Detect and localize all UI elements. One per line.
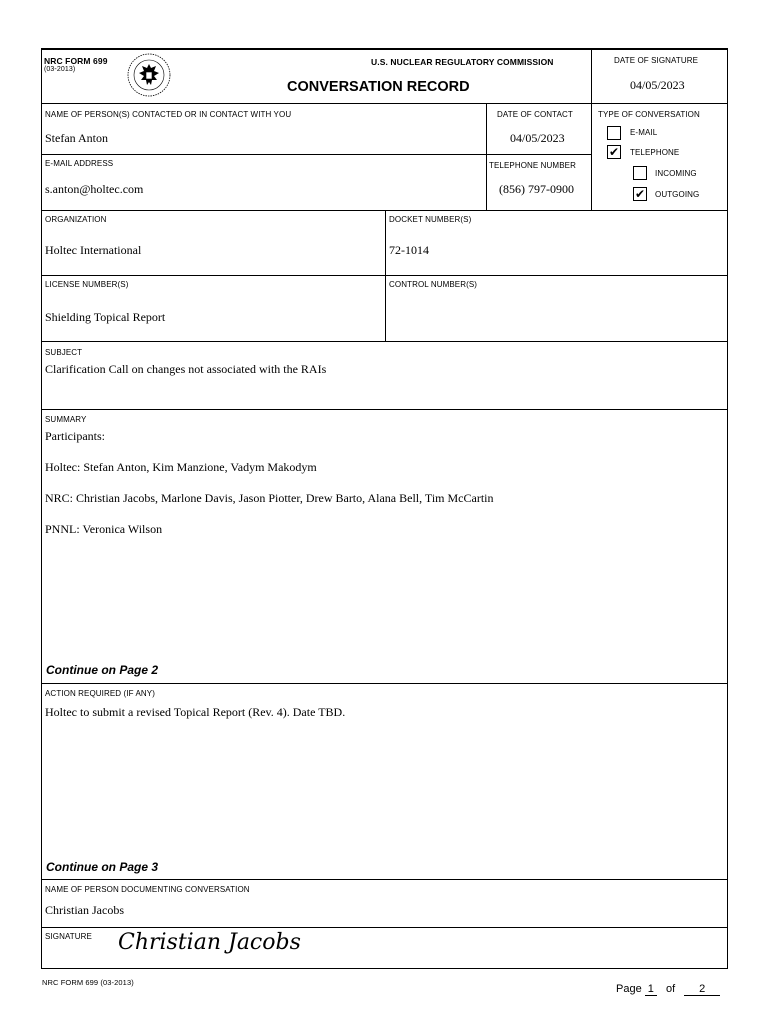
footer-form-id: NRC FORM 699 (03-2013) (42, 978, 134, 987)
email-value: s.anton@holtec.com (45, 182, 144, 196)
rule-license (41, 341, 728, 342)
rule-action (41, 879, 728, 880)
action-label: ACTION REQUIRED (IF ANY) (45, 689, 155, 698)
page-label: Page (616, 983, 642, 995)
docket-value: 72-1014 (389, 243, 429, 257)
summary-label: SUMMARY (45, 415, 87, 424)
page-total: 2 (684, 983, 720, 996)
conversation-type-label: TYPE OF CONVERSATION (598, 110, 700, 119)
email-option-label: E-MAIL (630, 128, 658, 137)
summary-line: NRC: Christian Jacobs, Marlone Davis, Jason Piotter, Drew Barto, Alana Bell, Tim McCartin (45, 491, 494, 505)
organization-label: ORGANIZATION (45, 215, 107, 224)
summary-line: Participants: (45, 429, 105, 443)
documenter-value: Christian Jacobs (45, 903, 124, 917)
control-label: CONTROL NUMBER(S) (389, 280, 478, 289)
outgoing-option-label: OUTGOING (655, 190, 700, 199)
telephone-label: TELEPHONE NUMBER (489, 161, 576, 170)
rule-org (41, 275, 728, 276)
incoming-checkbox[interactable] (633, 166, 647, 180)
date-of-contact-label: DATE OF CONTACT (497, 110, 573, 119)
form-id: NRC FORM 699 (44, 56, 108, 66)
nrc-seal-icon (126, 52, 172, 98)
telephone-value: (856) 797-0900 (499, 182, 574, 196)
email-checkbox[interactable] (607, 126, 621, 140)
subject-label: SUBJECT (45, 348, 83, 357)
rule-documenter (41, 927, 728, 928)
form-title: CONVERSATION RECORD (287, 79, 470, 95)
summary-continue-link[interactable]: Continue on Page 2 (46, 663, 159, 677)
subject-value: Clarification Call on changes not associated with the RAIs (45, 362, 327, 376)
rule-name (41, 154, 592, 155)
border-top (41, 48, 728, 50)
telephone-option-label: TELEPHONE (630, 148, 680, 157)
page-indicator (616, 983, 720, 996)
rule-subject (41, 409, 728, 410)
email-label: E-MAIL ADDRESS (45, 159, 114, 168)
border-right (727, 48, 728, 969)
summary-line: PNNL: Veronica Wilson (45, 522, 163, 536)
col-date-contact (486, 103, 487, 211)
border-bottom (41, 968, 728, 969)
border-left (41, 48, 42, 969)
signature-label: SIGNATURE (45, 932, 92, 941)
contact-name-value: Stefan Anton (45, 131, 108, 145)
organization-value: Holtec International (45, 243, 142, 257)
date-of-signature-label: DATE OF SIGNATURE (614, 56, 699, 65)
form-revision-date: (03-2013) (44, 66, 76, 73)
col-signature-date (591, 48, 592, 211)
date-of-contact-value: 04/05/2023 (510, 131, 565, 145)
docket-label: DOCKET NUMBER(S) (389, 215, 472, 224)
action-value: Holtec to submit a revised Topical Report (Rev. 4). Date TBD. (45, 705, 346, 719)
license-value: Shielding Topical Report (45, 310, 166, 324)
summary-line: Holtec: Stefan Anton, Kim Manzione, Vadym Makodym (45, 460, 317, 474)
rule-header (41, 103, 728, 104)
outgoing-checkbox[interactable]: ✔ (634, 187, 646, 201)
date-of-signature-value: 04/05/2023 (630, 78, 685, 92)
documenter-label: NAME OF PERSON DOCUMENTING CONVERSATION (45, 885, 250, 894)
contact-name-label: NAME OF PERSON(S) CONTACTED OR IN CONTACT WITH YOU (45, 110, 292, 119)
page-number: 1 (645, 983, 657, 996)
col-docket (385, 210, 386, 342)
incoming-option-label: INCOMING (655, 169, 697, 178)
handwritten-signature: Christian Jacobs (118, 930, 301, 955)
telephone-checkbox[interactable]: ✔ (608, 145, 620, 159)
rule-summary (41, 683, 728, 684)
agency-name: U.S. NUCLEAR REGULATORY COMMISSION (371, 57, 554, 67)
license-label: LICENSE NUMBER(S) (45, 280, 129, 289)
action-continue-link[interactable]: Continue on Page 3 (46, 860, 159, 874)
of-label: of (665, 983, 676, 995)
